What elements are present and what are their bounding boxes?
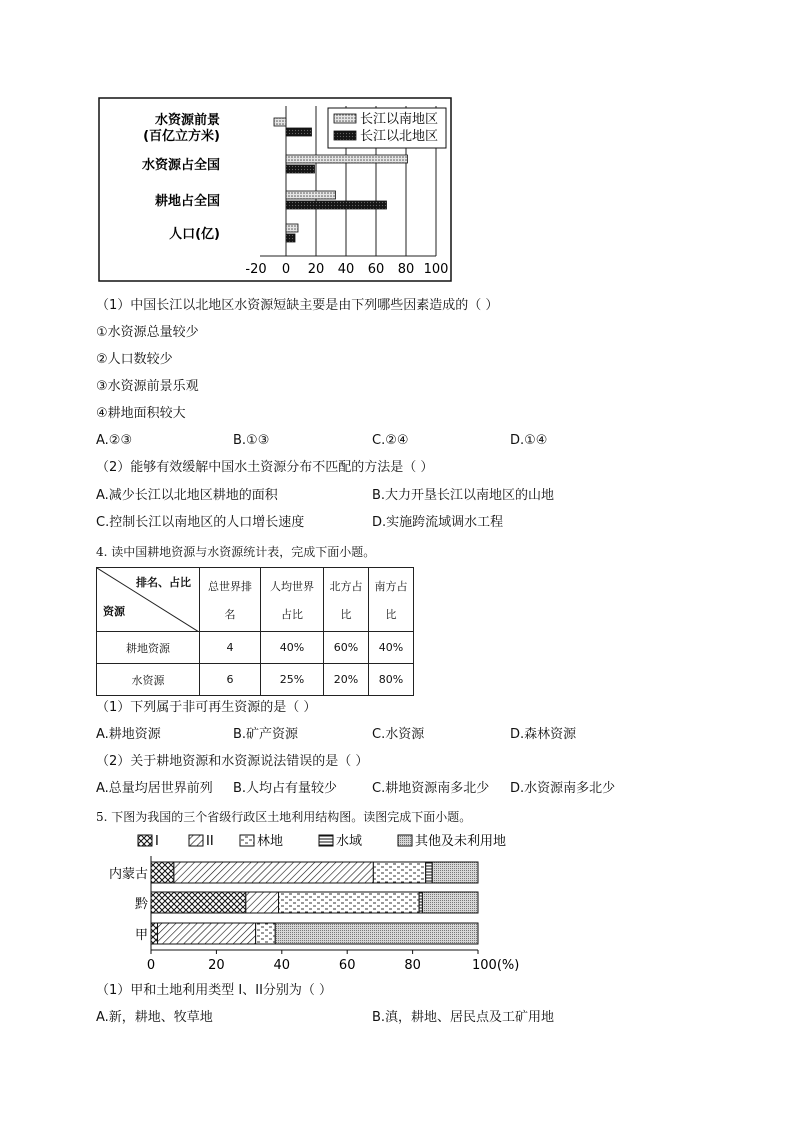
q3-option-4: ④耕地面积较大 [96, 406, 186, 421]
x-tick-label: 40 [273, 958, 291, 973]
category-label: 水资源占全国 [141, 158, 220, 173]
stacked-segment [174, 862, 373, 883]
q3-choice-b[interactable]: B.①③ [233, 433, 270, 448]
q3-sub2-choice-c[interactable]: C.控制长江以南地区的人口增长速度 [96, 515, 305, 530]
land-use-chart [96, 826, 526, 976]
stacked-segment [426, 862, 433, 883]
stacked-segment [279, 892, 420, 913]
x-tick-label: 100(%) [472, 958, 520, 973]
stacked-segment [256, 923, 276, 944]
q3-option-3: ③水资源前景乐观 [96, 379, 199, 394]
q3-sub2-choice-d[interactable]: D.实施跨流域调水工程 [372, 515, 504, 530]
table-row: 耕地资源 4 40% 60% 40% [97, 632, 414, 664]
q3-sub1: （1）中国长江以北地区水资源短缺主要是由下列哪些因素造成的（ ） [96, 298, 499, 313]
q3-choice-c[interactable]: C.②④ [372, 433, 409, 448]
x-tick-label: 20 [208, 958, 225, 973]
legend-label: 水域 [336, 834, 363, 849]
legend-label: II [206, 834, 214, 849]
x-tick-label: 60 [338, 958, 356, 973]
q4-sub2-choice-a[interactable]: A.总量均居世界前列 [96, 781, 213, 796]
legend-swatch [189, 835, 203, 846]
stacked-segment [151, 892, 246, 913]
bar-north [286, 128, 312, 136]
stacked-segment [246, 892, 279, 913]
bar-south [286, 191, 336, 199]
bar-north [286, 201, 387, 209]
header-rank: 总世界排 名 [200, 568, 261, 632]
x-tick-label: 80 [404, 958, 421, 973]
category-label: (百亿立方米) [143, 129, 220, 144]
header-south: 南方占 比 [369, 568, 414, 632]
q4-sub2-choice-c[interactable]: C.耕地资源南多北少 [372, 781, 490, 796]
category-label: 水资源前景 [154, 113, 220, 128]
q4-choice-b[interactable]: B.矿产资源 [233, 727, 299, 742]
stacked-segment [151, 862, 174, 883]
legend-label: 其他及未利用地 [415, 834, 507, 849]
q4-stem: 4. 读中国耕地资源与水资源统计表，完成下面小题。 [96, 545, 376, 559]
header-north: 北方占 比 [324, 568, 369, 632]
q4-sub1: （1）下列属于非可再生资源的是（ ） [96, 700, 317, 715]
q3-sub2-choice-b[interactable]: B.大力开垦长江以南地区的山地 [372, 488, 555, 503]
q4-choice-a[interactable]: A.耕地资源 [96, 727, 161, 742]
category-label: 耕地占全国 [154, 194, 220, 209]
bar-south [286, 155, 408, 163]
legend-swatch [398, 835, 412, 846]
q4-choice-c[interactable]: C.水资源 [372, 727, 425, 742]
stacked-segment [373, 862, 425, 883]
legend-swatch [240, 835, 254, 846]
legend-label: 林地 [257, 834, 284, 849]
resource-table [96, 567, 414, 696]
bar-north [286, 165, 315, 173]
q5-choice-a[interactable]: A.新，耕地、牧草地 [96, 1010, 213, 1025]
q4-sub2-choice-d[interactable]: D.水资源南多北少 [510, 781, 616, 796]
x-tick-label: -20 [245, 262, 267, 277]
stacked-segment [422, 892, 478, 913]
legend-label: 长江以南地区 [360, 112, 439, 127]
stacked-segment [158, 923, 256, 944]
legend-swatch [334, 114, 356, 123]
q5-choice-b[interactable]: B.滇，耕地、居民点及工矿用地 [372, 1010, 555, 1025]
corner-bottom-label: 资源 [103, 605, 125, 618]
bar-north [286, 234, 295, 242]
q3-option-1: ①水资源总量较少 [96, 325, 199, 340]
category-label: 内蒙古 [108, 867, 148, 882]
bar-south [286, 224, 298, 232]
table-row: 水资源 6 25% 20% 80% [97, 664, 414, 696]
q5-stem: 5. 下图为我国的三个省级行政区土地利用结构图。读图完成下面小题。 [96, 810, 472, 824]
x-tick-label: 20 [307, 262, 325, 277]
stacked-segment [151, 923, 158, 944]
category-label: 甲 [134, 928, 148, 943]
x-tick-label: 0 [281, 262, 291, 277]
x-tick-label: 0 [146, 958, 156, 973]
category-label: 人口(亿) [169, 227, 220, 242]
water-land-chart [96, 96, 456, 286]
q4-sub2-choice-b[interactable]: B.人均占有量较少 [233, 781, 338, 796]
legend-swatch [138, 835, 152, 846]
x-tick-label: 60 [367, 262, 385, 277]
q4-choice-d[interactable]: D.森林资源 [510, 727, 577, 742]
x-tick-label: 100 [423, 262, 449, 277]
category-label: 黔 [134, 897, 148, 912]
legend-label: 长江以北地区 [360, 129, 439, 144]
legend-label: I [155, 834, 159, 849]
bar-south [274, 118, 286, 126]
stacked-segment [275, 923, 478, 944]
q3-choice-d[interactable]: D.①④ [510, 433, 548, 448]
q3-sub2: （2）能够有效缓解中国水土资源分布不匹配的方法是（ ） [96, 460, 434, 475]
corner-top-label: 排名、占比 [136, 576, 191, 589]
legend-swatch [319, 835, 333, 846]
table-corner-cell [97, 568, 200, 632]
q3-choice-a[interactable]: A.②③ [96, 433, 133, 448]
q3-option-2: ②人口数较少 [96, 352, 173, 367]
stacked-segment [432, 862, 478, 883]
header-per-capita: 人均世界 占比 [261, 568, 324, 632]
x-tick-label: 40 [337, 262, 355, 277]
q5-sub1: （1）甲和土地利用类型 I、II分别为（ ） [96, 983, 333, 998]
x-tick-label: 80 [397, 262, 415, 277]
q4-sub2: （2）关于耕地资源和水资源说法错误的是（ ） [96, 754, 369, 769]
legend-swatch [334, 131, 356, 140]
q3-sub2-choice-a[interactable]: A.减少长江以北地区耕地的面积 [96, 488, 278, 503]
